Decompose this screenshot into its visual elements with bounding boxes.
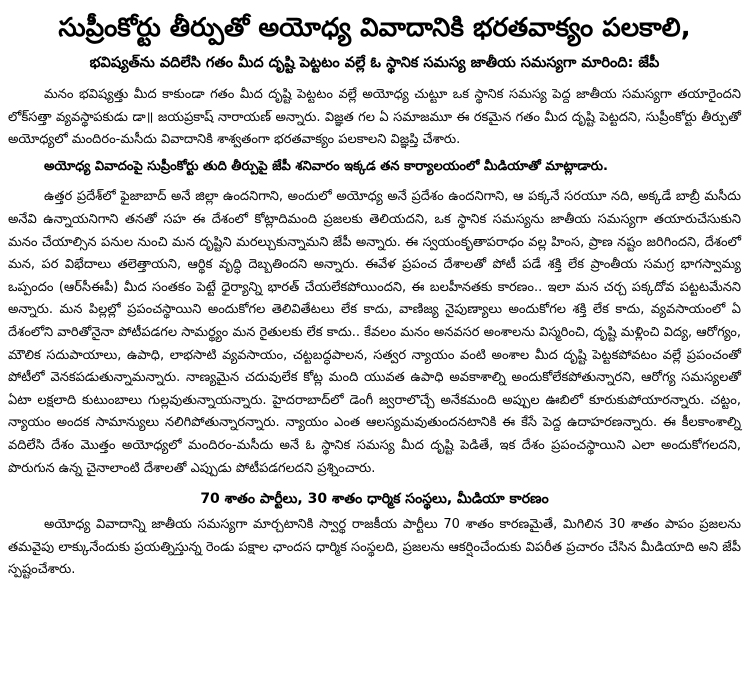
final-paragraph: అయోధ్య వివాదాన్ని జాతీయ సమస్యగా మార్చటానికి స్వార్థ రాజకీయ పార్టీలు 70 శాతం కారణమైతే, మిగిలిన 30 శాతం పాపం ప్రజలను తమవైపు లాక్కునేందుకు ప్రయత్నిస్తున్న రెండు పక్షాల ఛాందస ధార్మిక సంస్థలది, ప్రజలను ఆకర్షించేందుకు విపరీత ప్రచారం చేసిన మీడియాది అని జేపీ స్పష్టంచేశారు. [8,517,741,578]
section-heading: 70 శాతం పార్టీలు, 30 శాతం ధార్మిక సంస్థలు, మీడియా కారణం [200,491,549,508]
intro-paragraph: మనం భవిష్యత్తు మీద కాకుండా గతం మీద దృష్టి పెట్టటం వల్లే అయోధ్య చుట్టూ ఒక స్థానిక సమస్య పెద్ద జాతీయ సమస్యగా తయారైందని లోక్‌సత్తా వ్యవస్థాపకుడు డా॥ జయప్రకాష్ నారాయణ్ అన్నారు. విజ్ఞత గల ఏ సమాజమూ ఈ రకమైన గతం మీద దృష్టి పెట్టదని, సుప్రీంకోర్టు తీర్పుతో అయోధ్యలో మందిరం-మసీదు వివాదానికి శాశ్వతంగా భరతవాక్యం పలకాలని విజ్ఞప్తి చేశారు. [8,87,741,148]
lead-bold-line: అయోధ్య వివాదంపై సుప్రీంకోర్టు తుది తీర్పుపై జేపీ శనివారం ఇక్కడ తన కార్యాలయంలో మీడియాతో మాట్లాడారు. [44,158,608,174]
article-subheadline: భవిష్యత్‌ను వదిలేసి గతం మీద దృష్టి పెట్టటం వల్లే ఓ స్థానిక సమస్య జాతీయ సమస్యగా మారింది: జేపీ [89,55,660,71]
main-paragraph: ఉత్తర ప్రదేశ్‌లో ఫైజాబాద్ అనే జిల్లా ఉందనిగాని, అందులో అయోధ్య అనే ప్రదేశం ఉందనిగాని, ఆ పక్కనే సరయూ నది, అక్కడే బాబ్రీ మసీదు అనేవి ఉన్నాయనిగాని తనతో సహ ఈ దేశంలో కోట్లాదిమంది ప్రజలకు తెలియదని, ఒక స్థానిక సమస్యను జాతీయ సమస్యగా తయారుచేసుకుని మనం చేయాల్సిన పనుల నుంచి మన దృష్టిని మరల్చుకున్నామని జేపీ అన్నారు. ఈ స్వయంకృతాపరాధం వల్ల హింస, ప్రాణ నష్టం జరిగిందని, దేశంలో మన, పర విభేదాలు తలెత్తాయని, ఆర్థిక వృద్ధి దెబ్బతిందని అన్నారు. ఈవేళ ప్రపంచ దేశాలతో పోటీ పడే శక్తి లేక ప్రాంతీయ సమగ్ర భాగస్వామ్య ఒప్పందం (ఆర్‌సీఈపీ) మీద సంతకం పెట్టే ధైర్యాన్ని భారత్ చేయలేకపోయిందని, ఈ బలహీనతకు కారణం.. ఇలా మన చర్చ పక్కదోవ పట్టటమేనని అన్నారు. మన పిల్లల్లో ప్రపంచస్థాయిని అందుకోగల తెలివితేటలు లేక కాదు, వాణిజ్య నైపుణ్యాలు అందుకోగల శక్తి లేక కాదు, వ్యవసాయంలో ఏ దేశంలోని వారితోనైనా పోటీపడగల సామర్థ్యం మన రైతులకు లేక కాదు.. కేవలం మనం అనవసర అంశాలను విస్మరించి, దృష్టి మళ్లించి విద్య, ఆరోగ్యం, మౌలిక సదుపాయాలు, ఉపాధి, లాభసాటి వ్యవసాయం, చట్టబద్ధపాలన, సత్వర న్యాయం వంటి అంశాల మీద దృష్టి పెట్టకపోవటం వల్లే ప్రపంచంతో పోటీలో వెనకపడుతున్నామన్నారు. నాణ్యమైన చదువులేక కోట్ల మంది యువత ఉపాధి అవకాశాల్ని అందుకోలేకపోతున్నారని, ఆరోగ్య సమస్యలతో ఏటా లక్షలాది కుటుంబాలు గుల్లవుతున్నాయన్నారు. హైదరాబాద్‌లో డెంగీ జ్వరాలొచ్చే అనేకమంది అప్పుల ఊబిలో కూరుకుపోయారన్నారు. చట్టం, న్యాయం అందక సామాన్యులు నలిగిపోతున్నారన్నారు. న్యాయం ఎంత ఆలస్యమవుతుందనటానికి ఈ కేసే పెద్ద ఉదాహరణన్నారు. ఈ కీలకాంశాల్ని వదిలేసి దేశం మొత్తం అయోధ్యలో మందిరం-మసీదు అనే ఓ స్థానిక సమస్య మీద దృష్టి పెడితే, ఇక దేశం ప్రపంచస్థాయిని ఎలా అందుకోగలదని, పొరుగున ఉన్న చైనాలాంటి దేశాలతో ఎప్పుడు పోటీపడగలదని ప్రశ్నించారు. [8,189,741,476]
article-headline: సుప్రీంకోర్టు తీర్పుతో అయోధ్య వివాదానికి భరతవాక్యం పలకాలి, [58,13,691,43]
